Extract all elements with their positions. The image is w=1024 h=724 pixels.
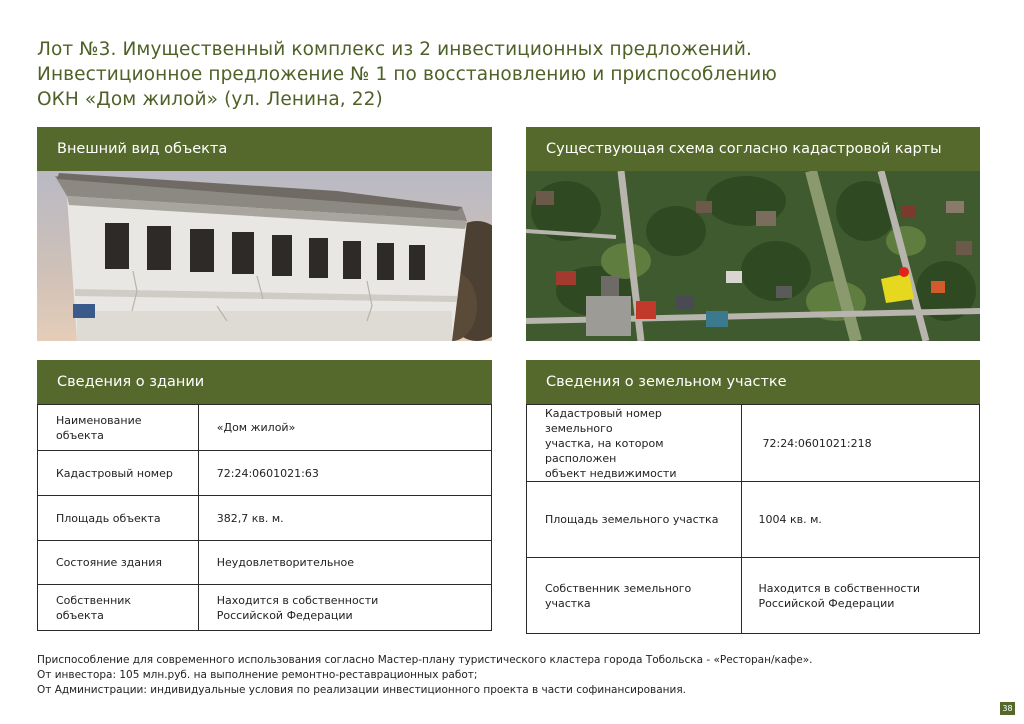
page-title-line: Лот №3. Имущественный комплекс из 2 инвестиционных предложений. [37, 39, 752, 60]
exterior-view-header [37, 127, 492, 171]
page-title-line: Инвестиционное предложение № 1 по восстановлению и приспособлению [37, 64, 777, 85]
table-row [38, 405, 492, 451]
building-photo [37, 171, 492, 341]
row-value-line: Российской Федерации [216, 608, 353, 622]
row-value [198, 585, 491, 631]
table-row [527, 405, 980, 482]
row-label: Состояние здания [38, 541, 199, 585]
cadastral-map [526, 171, 980, 341]
row-value: «Дом жилой» [198, 405, 491, 451]
building-info-title: Сведения о здании [57, 374, 205, 390]
footer-notes [37, 653, 812, 698]
cadastral-scheme-header [526, 127, 980, 171]
table-row [38, 585, 492, 631]
row-label: Площадь земельного участка [527, 482, 742, 558]
land-info-title: Сведения о земельном участке [546, 374, 787, 390]
row-label: Кадастровый номер [38, 451, 199, 496]
building-info-header [37, 360, 492, 404]
table-row [527, 482, 980, 558]
cadastral-map-image [526, 171, 980, 341]
table-row [38, 541, 492, 585]
row-value-line: Российской Федерации [758, 596, 895, 610]
row-value: 72:24:0601021:218 [742, 405, 980, 482]
exterior-view-title: Внешний вид объекта [57, 141, 228, 157]
row-value: 382,7 кв. м. [198, 496, 491, 541]
table-row [38, 496, 492, 541]
row-label: Собственник земельного участка [527, 558, 742, 634]
table-row [527, 558, 980, 634]
footer-line: Приспособление для современного использования согласно Мастер-плану туристического кластера города Тобольска - «Ресторан/кафе». [37, 654, 813, 666]
row-value-line: Находится в собственности [216, 593, 379, 607]
row-value: 1004 кв. м. [742, 482, 980, 558]
row-label: Наименование объекта [38, 405, 199, 451]
row-value-line: Находится в собственности [758, 581, 921, 595]
cadastral-scheme-title: Существующая схема согласно кадастровой карты [546, 141, 942, 157]
building-photo-image [37, 171, 492, 341]
row-label-line: Кадастровый номер земельного [545, 406, 662, 435]
page-title-line: ОКН «Дом жилой» (ул. Ленина, 22) [37, 89, 383, 110]
footer-line: От инвестора: 105 млн.руб. на выполнение ремонтно-реставрационных работ; [37, 669, 478, 681]
row-label [527, 405, 742, 482]
row-label: Собственник объекта [38, 585, 199, 631]
footer-line: От Администрации: индивидуальные условия по реализации инвестиционного проекта в части софинансирования. [37, 684, 687, 696]
building-info-table [37, 404, 492, 631]
land-info-table [526, 404, 980, 634]
row-value: 72:24:0601021:63 [198, 451, 491, 496]
row-label-line: участка, на котором расположен [545, 436, 664, 465]
table-row [38, 451, 492, 496]
row-label: Площадь объекта [38, 496, 199, 541]
row-value: Неудовлетворительное [198, 541, 491, 585]
land-info-header [526, 360, 980, 404]
page-title [37, 37, 797, 112]
row-label-line: объект недвижимости [545, 466, 677, 480]
row-value [742, 558, 980, 634]
page-number: 38 [1000, 702, 1015, 715]
